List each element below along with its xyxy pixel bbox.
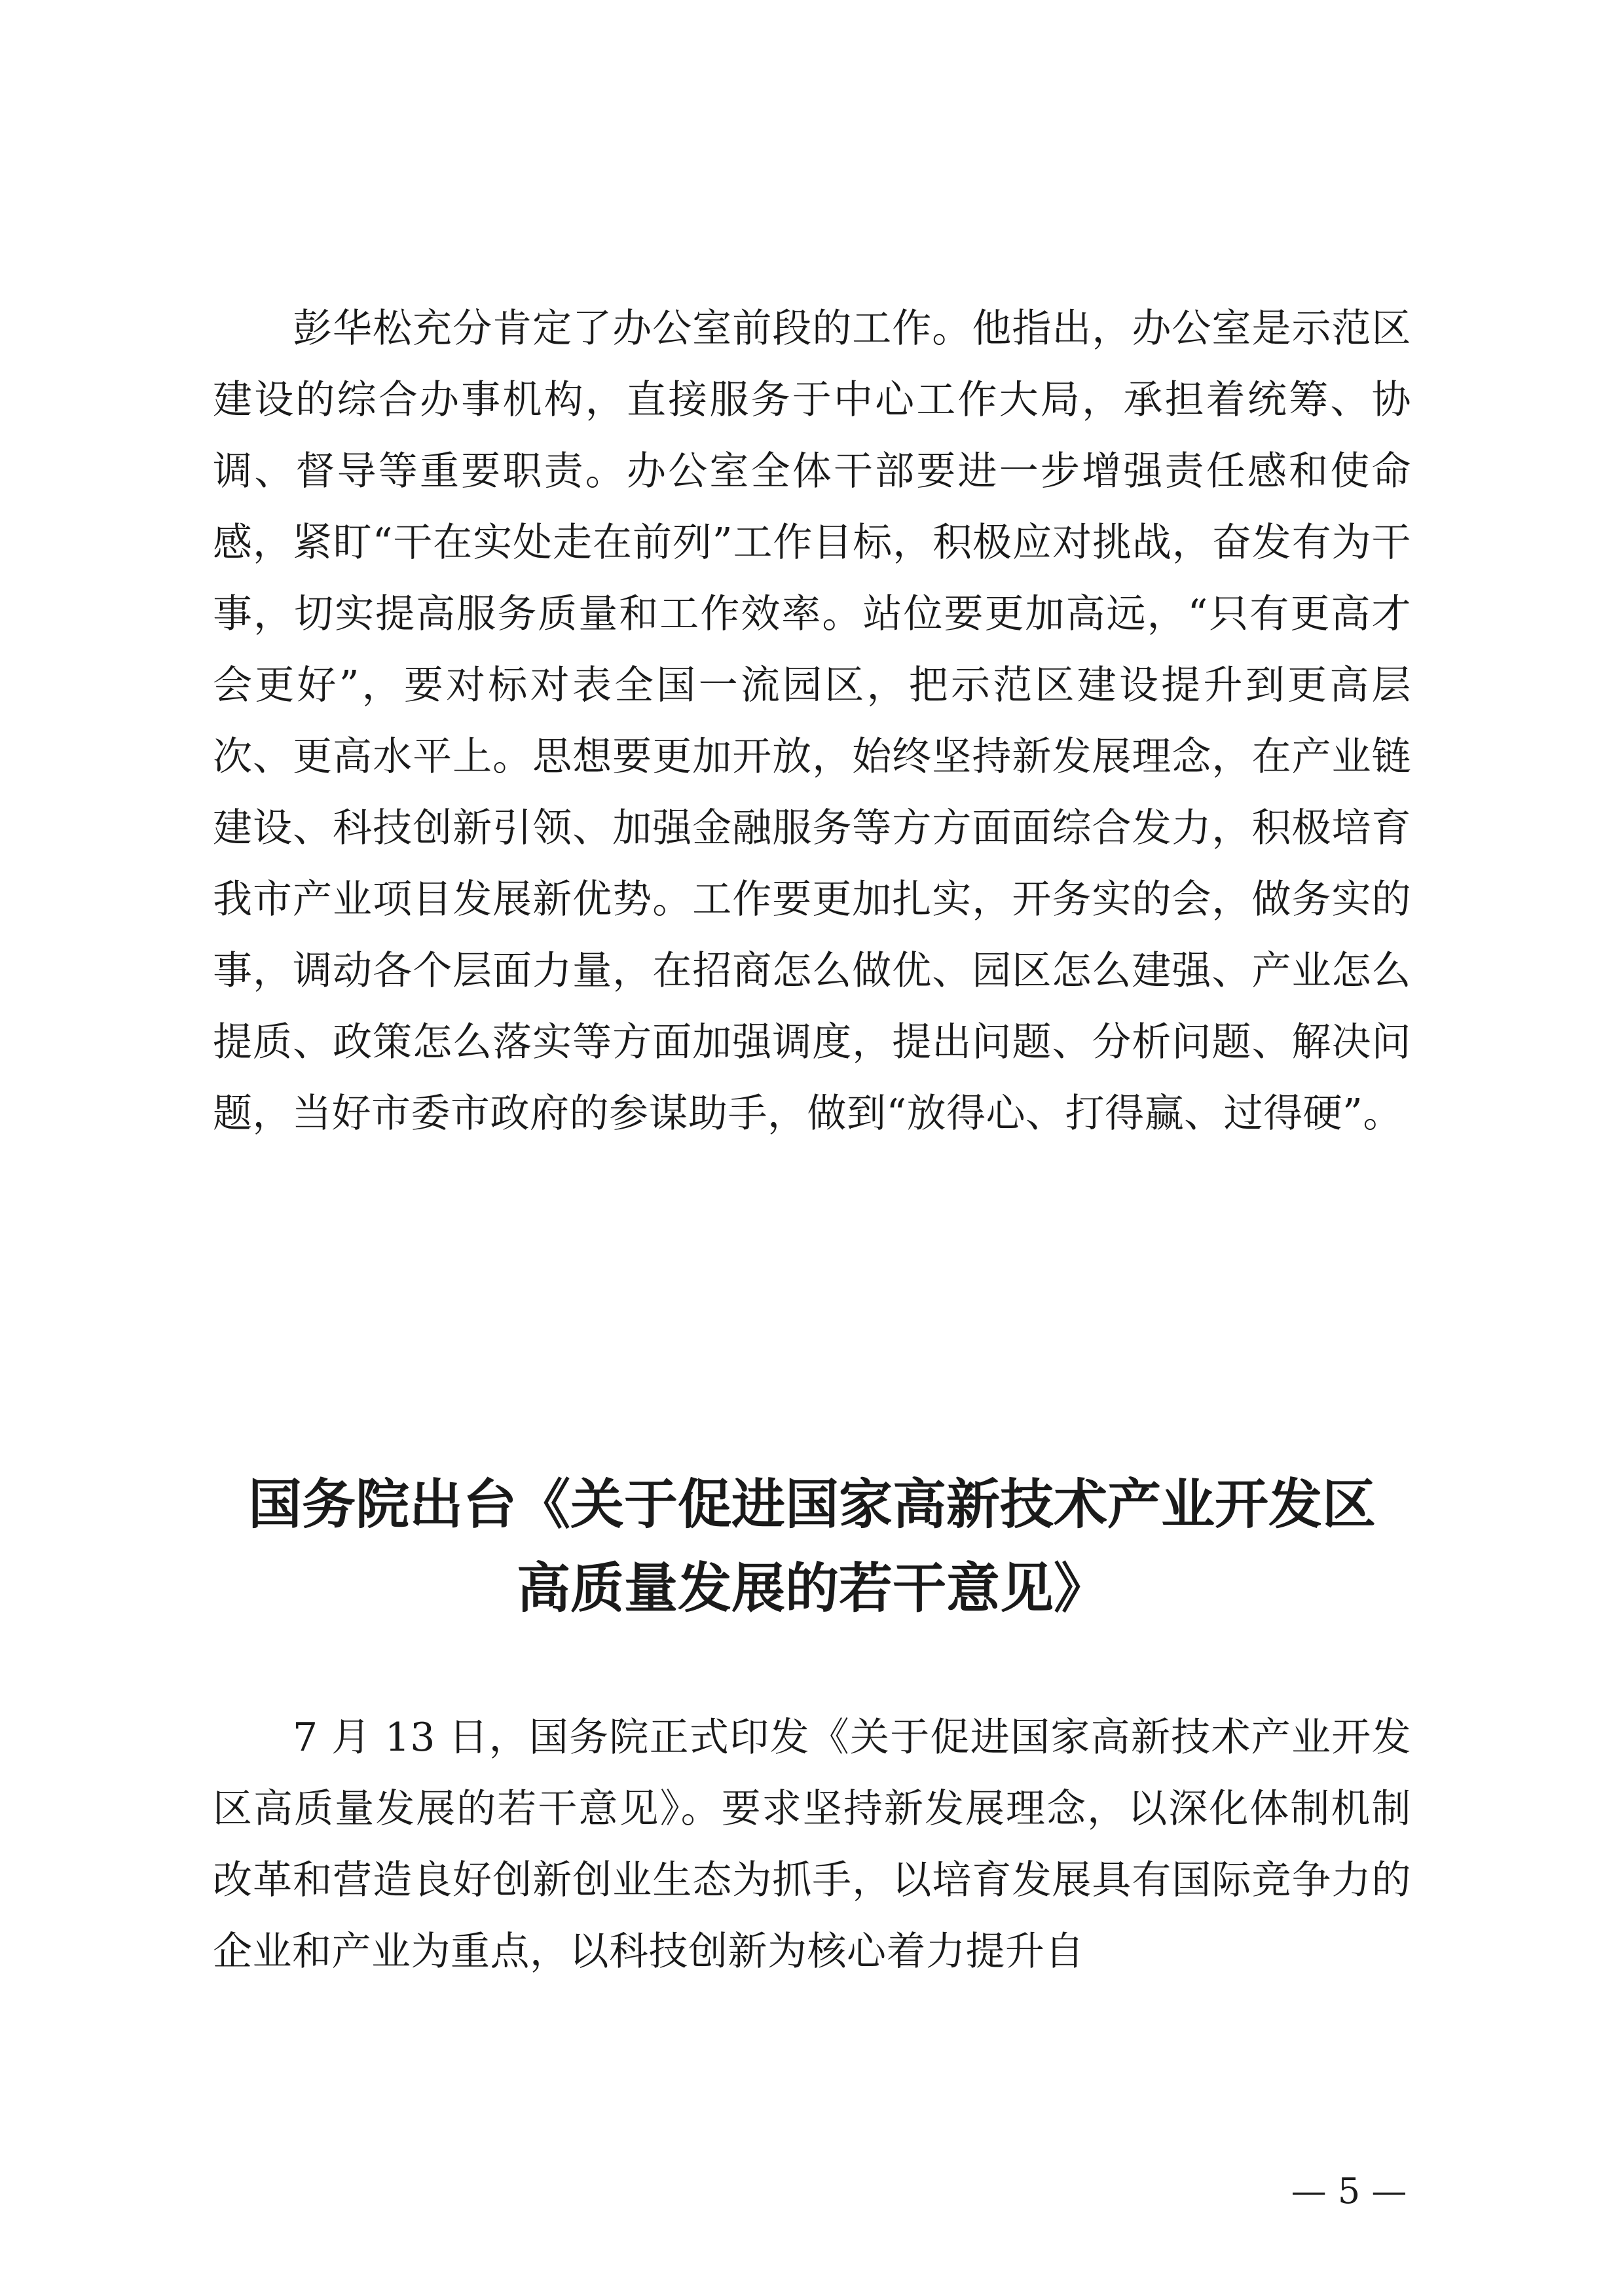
article-title — [177, 1463, 1447, 1631]
article-title-line-2: 高质量发展的若干意见》 — [516, 1558, 1107, 1620]
article-title-line-1: 国务院出台《关于促进国家高新技术产业开发区 — [248, 1474, 1376, 1536]
page-number: — 5 — — [1291, 2170, 1407, 2212]
body-paragraph: 彭华松充分肯定了办公室前段的工作。他指出，办公室是示范区建设的综合办事机构，直接服务于中心工作大局，承担着统筹、协调、督导等重要职责。办公室全体干部要进一步增强责任感和使命感，紧盯“干在实处走在前列”工作目标，积极应对挑战，奋发有为干事，切实提高服务质量和工作效率。站位要更加高远，“只有更高才会更好”，要对标对表全国一流园区，把示范区建设提升到更高层次、更高水平上。思想要更加开放，始终坚持新发展理念，在产业链建设、科技创新引领、加强金融服务等方方面面综合发力，积极培育我市产业项目发展新优势。工作要更加扎实，开务实的会，做务实的事，调动各个层面力量，在招商怎么做优、园区怎么建强、产业怎么提质、政策怎么落实等方面加强调度，提出问题、分析问题、解决问题，当好市委市政府的参谋助手，做到“放得心、打得赢、过得硬”。 — [213, 306, 1411, 1137]
body-paragraph: 7 月 13 日，国务院正式印发《关于促进国家高新技术产业开发区高质量发展的若干意见》。要求坚持新发展理念，以深化体制机制改革和营造良好创新创业生态为抓手，以培育发展具有国际竞争力的企业和产业为重点，以科技创新为核心着力提升自 — [213, 1715, 1411, 1975]
